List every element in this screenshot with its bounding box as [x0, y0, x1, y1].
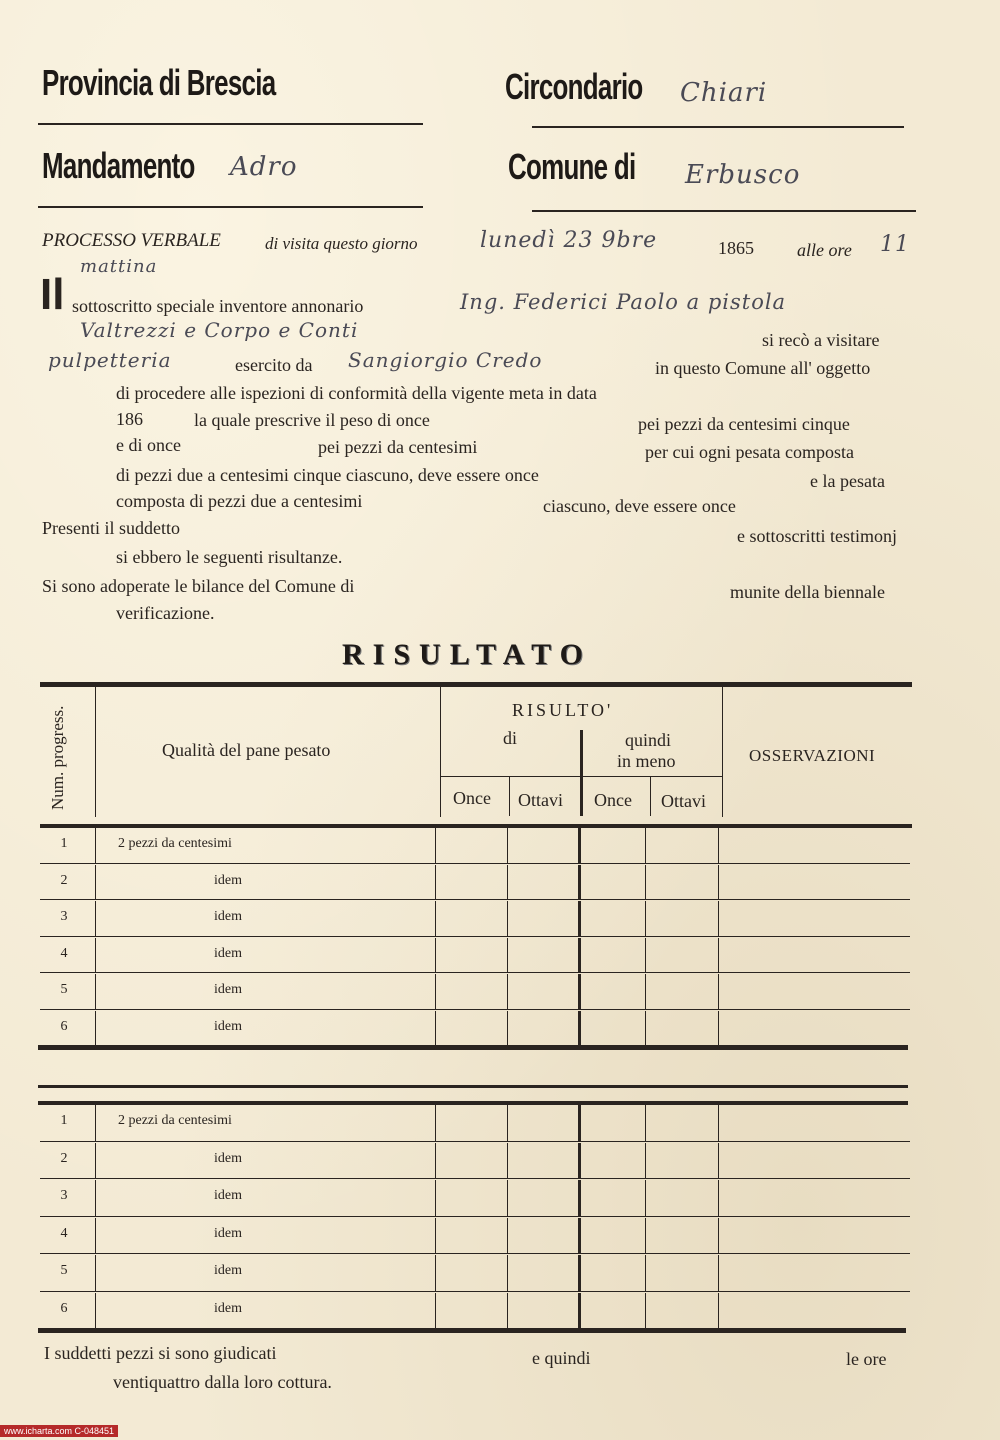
col-ottavi: Ottavi [518, 790, 563, 810]
row-qualita: 2 pezzi da centesimi [118, 1113, 232, 1128]
table-vline [507, 1255, 508, 1291]
table-hline [40, 1291, 910, 1292]
row-number: 6 [60, 1300, 68, 1316]
verbale-line1: di visita questo giorno [265, 234, 418, 253]
table-vline [718, 1255, 719, 1291]
table-vline [95, 828, 96, 863]
row-number: 5 [60, 1263, 68, 1278]
col-once: Once [594, 790, 632, 810]
table-vline [507, 828, 508, 863]
footer-line: e quindi [532, 1348, 591, 1368]
table-vline [718, 1218, 719, 1254]
mattina-handwritten: mattina [80, 256, 158, 277]
text-line: per cui ogni pesata composta [645, 442, 854, 462]
handwritten-note: pulpetteria [48, 348, 172, 372]
row-number: 5 [60, 982, 68, 997]
table-vline [645, 1105, 646, 1141]
text-line: sottoscritto speciale inventore annonario [72, 296, 364, 316]
verbale-title: PROCESSO VERBALE [42, 230, 221, 251]
col-ottavi: Ottavi [661, 791, 706, 811]
table-vline [95, 1180, 96, 1216]
col-num-progress: Num. progress. [48, 705, 67, 810]
table-vline [95, 938, 96, 973]
table-vline [578, 1180, 581, 1216]
text-line: si ebbero le seguenti risultanze. [116, 547, 343, 567]
table-vline [578, 901, 581, 936]
table-vline [645, 865, 646, 900]
table-hline [40, 1253, 910, 1254]
table-vline [435, 1293, 436, 1329]
watermark-label: www.icharta.com C-048451 [0, 1425, 118, 1437]
table-vline [645, 901, 646, 936]
text-line: la quale prescrive il peso di once [194, 410, 430, 430]
table-vline [95, 1011, 96, 1046]
table-vline [718, 1293, 719, 1329]
row-number: 4 [60, 1225, 68, 1241]
divider [532, 210, 916, 212]
table-vline [435, 974, 436, 1009]
text-line: verificazione. [116, 603, 215, 623]
table-vline [578, 828, 581, 863]
year: 1865 [718, 238, 754, 258]
row-number: 2 [60, 1150, 68, 1166]
col-once: Once [453, 788, 491, 808]
handwritten-note: Valtrezzi e Corpo e Conti [80, 318, 359, 342]
row-qualita: idem [214, 1150, 242, 1166]
table-vline [578, 1255, 581, 1291]
table-bottom-border [38, 1328, 906, 1333]
table-hline [40, 936, 910, 937]
table-vline [507, 1180, 508, 1216]
circondario-handwritten: Chiari [680, 78, 768, 108]
table-vline [440, 687, 441, 817]
text-line: munite della biennale [730, 582, 885, 602]
col-di: di [503, 728, 518, 748]
text-line: Si sono adoperate le bilance del Comune di [42, 576, 355, 596]
table-vline [645, 1218, 646, 1254]
table-vline [435, 1180, 436, 1216]
row-number: 4 [60, 945, 68, 961]
table-vline [718, 974, 719, 1009]
table-vline [95, 901, 96, 936]
divider [532, 126, 904, 128]
text-line: pei pezzi da centesimi [318, 437, 478, 457]
table-vline [435, 1255, 436, 1291]
table-vline [95, 1293, 96, 1329]
table-vline [578, 1011, 581, 1046]
col-risulto: RISULTO' [512, 700, 614, 720]
table-vline [578, 1293, 581, 1329]
table-hline [40, 1141, 910, 1142]
table-header-border [40, 824, 912, 828]
table-vline [645, 938, 646, 973]
col-in-meno: in meno [617, 751, 676, 771]
table-vline [435, 1105, 436, 1141]
table-hline [40, 1178, 910, 1179]
table-vline [435, 828, 436, 863]
row-number: 3 [60, 909, 68, 924]
table-vline [435, 865, 436, 900]
table-vline [95, 1255, 96, 1291]
table-vline [435, 1218, 436, 1254]
drop-cap: Il [40, 270, 65, 319]
table-vline [435, 901, 436, 936]
table-vline [435, 1011, 436, 1046]
table-vline [95, 687, 96, 817]
row-number: 1 [60, 1113, 68, 1128]
mandamento-handwritten: Adro [230, 152, 298, 182]
row-number: 3 [60, 1188, 68, 1203]
text-line: e sottoscritti testimonj [737, 526, 897, 546]
table-hline [40, 1216, 910, 1217]
table-vline [578, 1143, 581, 1179]
row-number: 6 [60, 1018, 68, 1034]
text-line: Presenti il suddetto [42, 518, 180, 538]
table-top-border [40, 682, 912, 687]
ore-label: alle ore [797, 240, 852, 260]
table-vline [507, 1105, 508, 1141]
table-vline [507, 1218, 508, 1254]
row-qualita: idem [214, 945, 242, 961]
table-vline [435, 1143, 436, 1179]
row-qualita: idem [214, 1263, 242, 1278]
table-vline [718, 1105, 719, 1141]
mandamento-label: Mandamento [42, 145, 195, 186]
table-vline [95, 865, 96, 900]
table-header-border [38, 1101, 908, 1105]
table-vline [507, 938, 508, 973]
col-qualita: Qualità del pane pesato [162, 740, 331, 760]
table-vline [507, 974, 508, 1009]
table-vline [718, 1143, 719, 1179]
table-vline [645, 974, 646, 1009]
comune-label: Comune di [508, 146, 636, 187]
table-vline [645, 1293, 646, 1329]
row-qualita: idem [214, 909, 242, 924]
table-vline [645, 1255, 646, 1291]
text-line: esercito da [235, 355, 313, 375]
table-vline [435, 938, 436, 973]
table-vline [718, 865, 719, 900]
table-vline [95, 974, 96, 1009]
table-vline [645, 828, 646, 863]
table-hline [40, 899, 910, 900]
table-vline [718, 828, 719, 863]
footer-line: ventiquattro dalla loro cottura. [113, 1372, 332, 1392]
table-bottom-border [38, 1045, 908, 1050]
table-vline [507, 901, 508, 936]
divider [38, 123, 423, 125]
table-top-border [38, 1085, 908, 1088]
comune-handwritten: Erbusco [685, 160, 801, 190]
row-qualita: idem [214, 982, 242, 997]
handwritten-note: Sangiorgio Credo [348, 348, 543, 372]
row-qualita: idem [214, 872, 242, 888]
table-vline [578, 974, 581, 1009]
table-vline [507, 1143, 508, 1179]
footer-line: I suddetti pezzi si sono giudicati [44, 1343, 277, 1363]
col-osservazioni: OSSERVAZIONI [749, 746, 876, 765]
text-line: pei pezzi da centesimi cinque [638, 414, 850, 434]
table-hline [40, 972, 910, 973]
text-line: in questo Comune all' oggetto [655, 358, 871, 378]
row-number: 2 [60, 872, 68, 888]
table-vline [507, 1293, 508, 1329]
table-vline [95, 1105, 96, 1141]
table-hline [440, 776, 722, 777]
col-quindi: quindi [625, 730, 672, 750]
table-vline [578, 865, 581, 900]
text-line: si recò a visitare [762, 330, 880, 350]
row-qualita: idem [214, 1188, 242, 1203]
table-vline [578, 938, 581, 973]
text-line: 186 [116, 409, 143, 429]
table-vline [718, 1180, 719, 1216]
table-vline [718, 901, 719, 936]
table-hline [40, 863, 910, 864]
table-vline [650, 776, 651, 816]
table-vline [509, 776, 510, 816]
row-qualita: idem [214, 1225, 242, 1241]
circondario-label: Circondario [505, 66, 643, 107]
table-vline [578, 1105, 581, 1141]
table-vline [580, 730, 583, 816]
table-vline [718, 1011, 719, 1046]
text-line: e di once [116, 435, 181, 455]
table-vline [507, 1011, 508, 1046]
table-vline [95, 1143, 96, 1179]
row-qualita: idem [214, 1300, 242, 1316]
ore-handwritten: 11 [880, 232, 910, 257]
table-vline [507, 865, 508, 900]
provincia-heading: Provincia di Brescia [42, 62, 276, 103]
table-hline [40, 1009, 910, 1010]
text-line: e la pesata [810, 471, 885, 491]
text-line: ciascuno, deve essere once [543, 496, 736, 516]
row-number: 1 [60, 836, 68, 851]
row-qualita: 2 pezzi da centesimi [118, 836, 232, 851]
divider [38, 206, 423, 208]
text-line: composta di pezzi due a centesimi [116, 491, 363, 511]
risultato-title: RISULTATO [342, 638, 592, 671]
table-vline [645, 1011, 646, 1046]
table-vline [95, 1218, 96, 1254]
table-vline [722, 687, 723, 817]
text-line: di procedere alle ispezioni di conformità della vigente meta in data [116, 383, 597, 403]
table-vline [645, 1143, 646, 1179]
row-qualita: idem [214, 1018, 242, 1034]
table-vline [645, 1180, 646, 1216]
text-line: di pezzi due a centesimi cinque ciascuno, deve essere once [116, 465, 539, 485]
footer-line: le ore [846, 1349, 887, 1369]
inspector-handwritten: Ing. Federici Paolo a pistola [460, 290, 787, 314]
date-handwritten: lunedì 23 9bre [480, 228, 658, 253]
table-vline [578, 1218, 581, 1254]
table-vline [718, 938, 719, 973]
